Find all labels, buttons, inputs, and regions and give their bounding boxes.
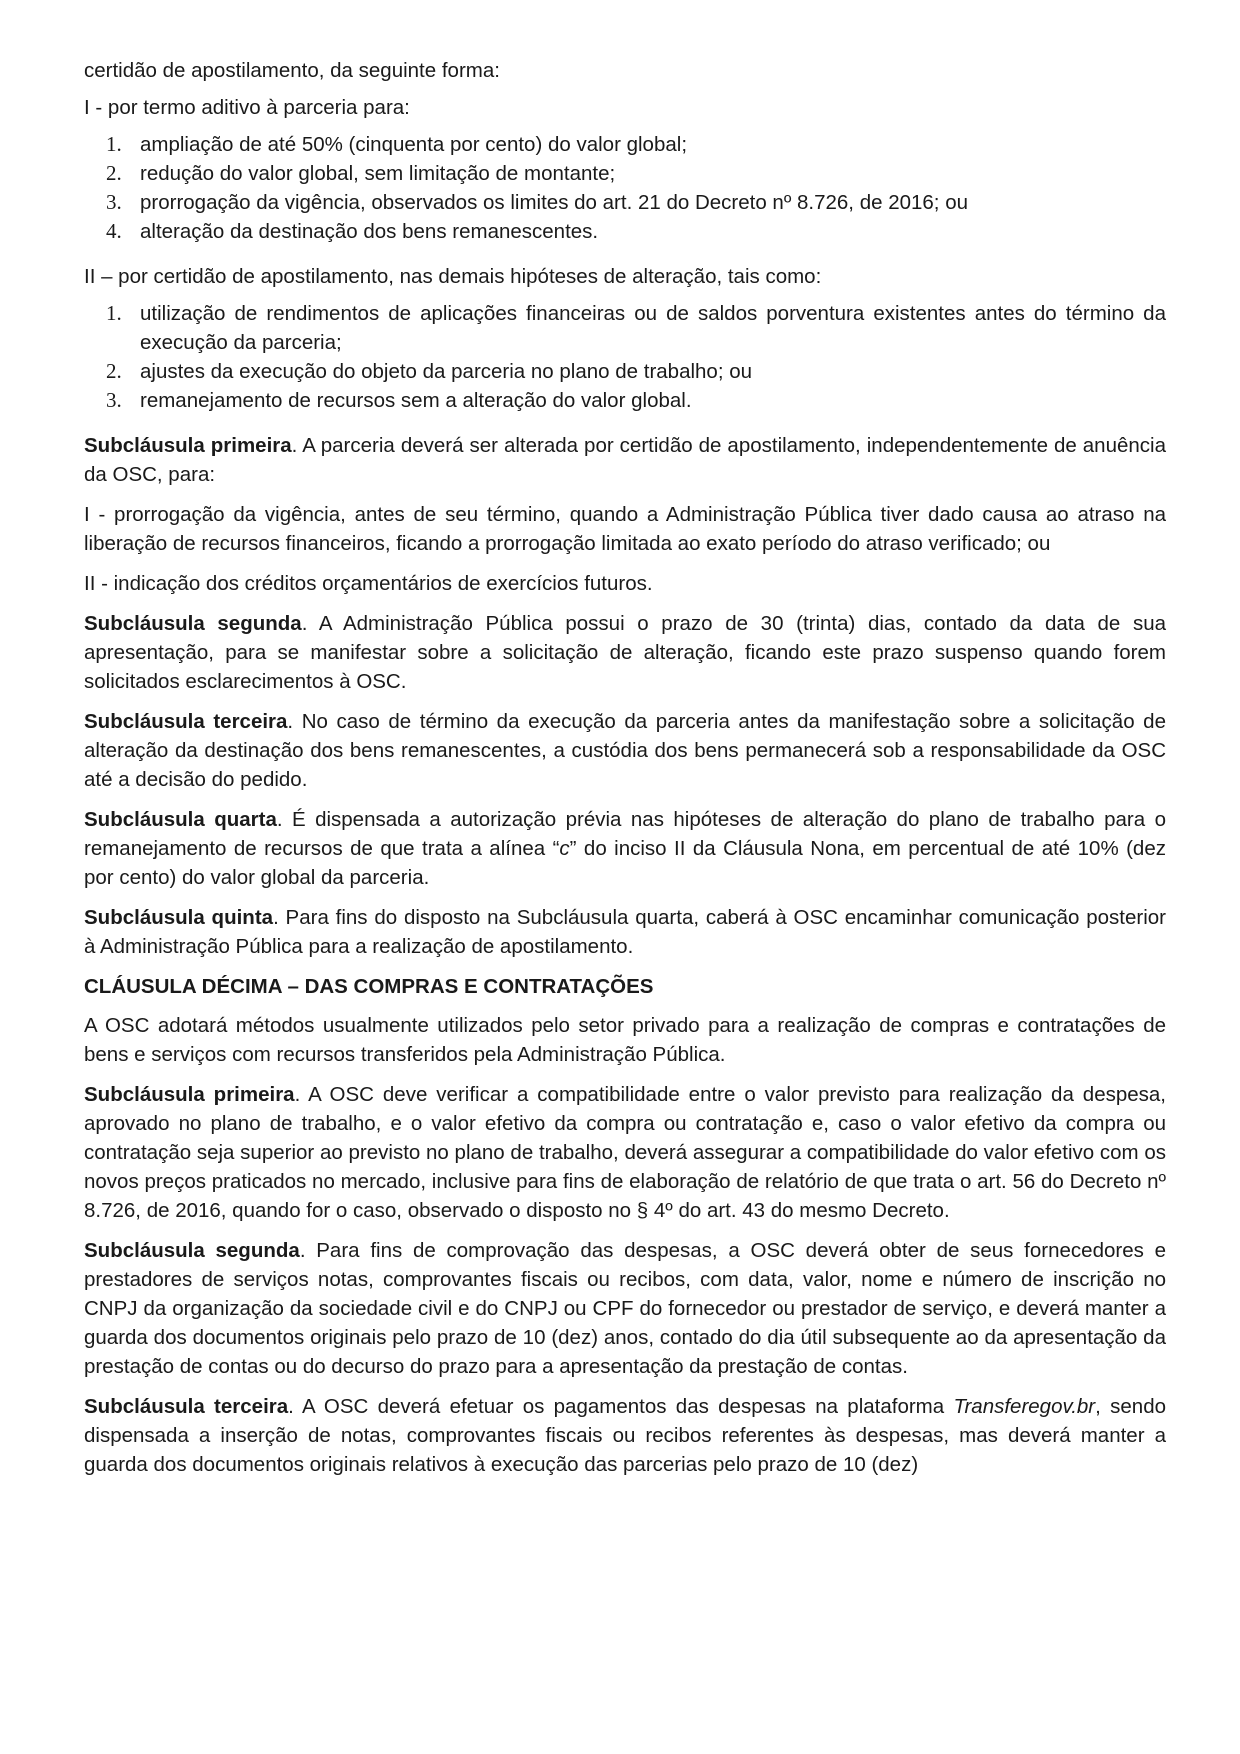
subclause-paragraph: Subcláusula quarta. É dispensada a autorização prévia nas hipóteses de alteração do plano de trabalho para o remanejamento de recursos de que trata a alínea “c” do inciso II da Cláusula Nona, em percentual de até 10% (dez por cento) do valor global da parceria. (84, 808, 1166, 889)
list-item: 2. redução do valor global, sem limitação de montante; (106, 161, 616, 185)
list-item: 1. ampliação de até 50% (cinquenta por cento) do valor global; (106, 132, 688, 156)
paragraph: II - indicação dos créditos orçamentários de exercícios futuros. (84, 572, 653, 595)
document-page (84, 56, 1166, 1490)
paragraph: A OSC adotará métodos usualmente utilizados pelo setor privado para a realização de compras e contratações de bens e serviços com recursos transferidos pela Administração Pública. (84, 1014, 1166, 1066)
subclause-paragraph: Subcláusula segunda. A Administração Pública possui o prazo de 30 (trinta) dias, contado da data de sua apresentação, para se manifestar sobre a solicitação de alteração, ficando este prazo suspenso quando forem solicitados esclarecimentos à OSC. (84, 612, 1166, 693)
item-i-heading: I - por termo aditivo à parceria para: (84, 96, 410, 119)
subclause-paragraph: Subcláusula segunda. Para fins de comprovação das despesas, a OSC deverá obter de seus fornecedores e prestadores de serviços notas, comprovantes fiscais ou recibos, com data, valor, nome e número de inscrição no CNPJ da organização da sociedade civil e do CNPJ ou CPF do fornecedor ou prestador de serviço, e deverá manter a guarda dos documentos originais pelo prazo de 10 (dez) anos, contado do dia útil subsequente ao da apresentação da prestação de contas ou do decurso do prazo para a apresentação da prestação de contas. (84, 1239, 1166, 1378)
list-item: 4. alteração da destinação dos bens remanescentes. (106, 219, 599, 243)
list-apostilamento (84, 299, 1166, 415)
list-item: 3. remanejamento de recursos sem a alteração do valor global. (106, 388, 692, 412)
item-ii-heading: II – por certidão de apostilamento, nas demais hipóteses de alteração, tais como: (84, 265, 822, 288)
intro-line: certidão de apostilamento, da seguinte forma: (84, 59, 500, 82)
list-item: 1. utilização de rendimentos de aplicações financeiras ou de saldos porventura existentes antes do término da execução da parceria; (106, 301, 1166, 354)
list-item: 3. prorrogação da vigência, observados os limites do art. 21 do Decreto nº 8.726, de 2016; ou (106, 190, 968, 214)
paragraph: I - prorrogação da vigência, antes de seu término, quando a Administração Pública tiver dado causa ao atraso na liberação de recursos financeiros, ficando a prorrogação limitada ao exato período do atraso verificado; ou (84, 503, 1166, 555)
list-item: 2. ajustes da execução do objeto da parceria no plano de trabalho; ou (106, 359, 753, 383)
subclause-paragraph: Subcláusula terceira. A OSC deverá efetuar os pagamentos das despesas na plataforma Transferegov.br, sendo dispensada a inserção de notas, comprovantes fiscais ou recibos referentes às despesas, mas deverá manter a guarda dos documentos originais relativos à execução das parcerias pelo prazo de 10 (dez) (84, 1395, 1166, 1476)
subclause-paragraph: Subcláusula terceira. No caso de término da execução da parceria antes da manifestação sobre a solicitação de alteração da destinação dos bens remanescentes, a custódia dos bens permanecerá sob a responsabilidade da OSC até a decisão do pedido. (84, 710, 1166, 791)
clause-heading: CLÁUSULA DÉCIMA – DAS COMPRAS E CONTRATAÇÕES (84, 975, 654, 998)
subclause-paragraph: Subcláusula primeira. A OSC deve verificar a compatibilidade entre o valor previsto para realização da despesa, aprovado no plano de trabalho, e o valor efetivo da compra ou contratação e, caso o valor efetivo da compra ou contratação seja superior ao previsto no plano de trabalho, deverá assegurar a compatibilidade do valor efetivo com os novos preços praticados no mercado, inclusive para fins de elaboração de relatório de que trata o art. 56 do Decreto nº 8.726, de 2016, quando for o caso, observado o disposto no § 4º do art. 43 do mesmo Decreto. (84, 1083, 1166, 1222)
subclause-paragraph: Subcláusula quinta. Para fins do disposto na Subcláusula quarta, caberá à OSC encaminhar comunicação posterior à Administração Pública para a realização de apostilamento. (84, 906, 1167, 958)
subclause-paragraph: Subcláusula primeira. A parceria deverá ser alterada por certidão de apostilamento, independentemente de anuência da OSC, para: (84, 434, 1166, 486)
list-aditivo (84, 130, 1166, 246)
